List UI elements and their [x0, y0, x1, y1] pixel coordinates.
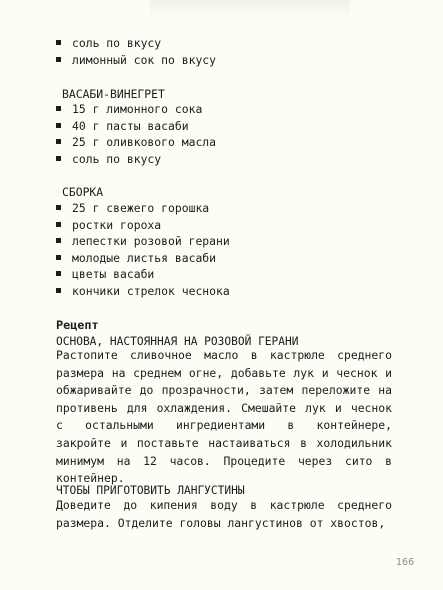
section-text-base: Растопите сливочное масло в кастрюле среднего размера на среднем огне, добавьте лук и чеснок и обжаривайте до прозрачности, затем переложите на противень для охлаждения. Смешайте лук и чеснок с остальными ингредиентами в контейнере, закройте и поставьте настаиваться в холодильник минимум на 12 часов. Процедите через сито в контейнер. — [56, 348, 392, 486]
bullet-icon — [56, 222, 61, 227]
list-item: 25 г свежего горошка — [56, 200, 416, 217]
recipe-title: Рецепт — [56, 318, 99, 332]
bullet-icon — [56, 156, 61, 161]
section-heading-langoustines: ЧТОБЫ ПРИГОТОВИТЬ ЛАНГУСТИНЫ — [56, 484, 245, 497]
vinaigrette-list — [56, 101, 416, 167]
list-item: цветы васаби — [56, 266, 416, 283]
bullet-icon — [56, 271, 61, 276]
list-item: лимонный сок по вкусу — [56, 52, 416, 69]
bullet-icon — [56, 255, 61, 260]
vinaigrette-heading: ВАСАБИ-ВИНЕГРЕТ — [62, 87, 165, 101]
list-item: 25 г оливкового масла — [56, 134, 416, 151]
bullet-icon — [56, 57, 61, 62]
list-item: молодые листья васаби — [56, 250, 416, 267]
list-item: 15 г лимонного сока — [56, 101, 416, 118]
list-item: соль по вкусу — [56, 35, 416, 52]
assembly-list — [56, 200, 416, 299]
section-text-langoustines: Доведите до кипения воду в кастрюле среднего размера. Отделите головы лангустинов от хвостов, — [56, 498, 392, 530]
assembly-heading: СБОРКА — [62, 185, 104, 199]
list-item: соль по вкусу — [56, 151, 416, 168]
list-item: 40 г пасты васаби — [56, 118, 416, 135]
ingredient-list-top — [56, 35, 416, 68]
bullet-icon — [56, 238, 61, 243]
bullet-icon — [56, 139, 61, 144]
top-shadow — [150, 0, 350, 18]
list-item: лепестки розовой герани — [56, 233, 416, 250]
bullet-icon — [56, 123, 61, 128]
section-heading-base: ОСНОВА, НАСТОЯННАЯ НА РОЗОВОЙ ГЕРАНИ — [56, 335, 299, 348]
page-number: 166 — [396, 557, 415, 568]
bullet-icon — [56, 288, 61, 293]
list-item: кончики стрелок чеснока — [56, 283, 416, 300]
bullet-icon — [56, 205, 61, 210]
bullet-icon — [56, 40, 61, 45]
list-item: ростки гороха — [56, 217, 416, 234]
bullet-icon — [56, 106, 61, 111]
